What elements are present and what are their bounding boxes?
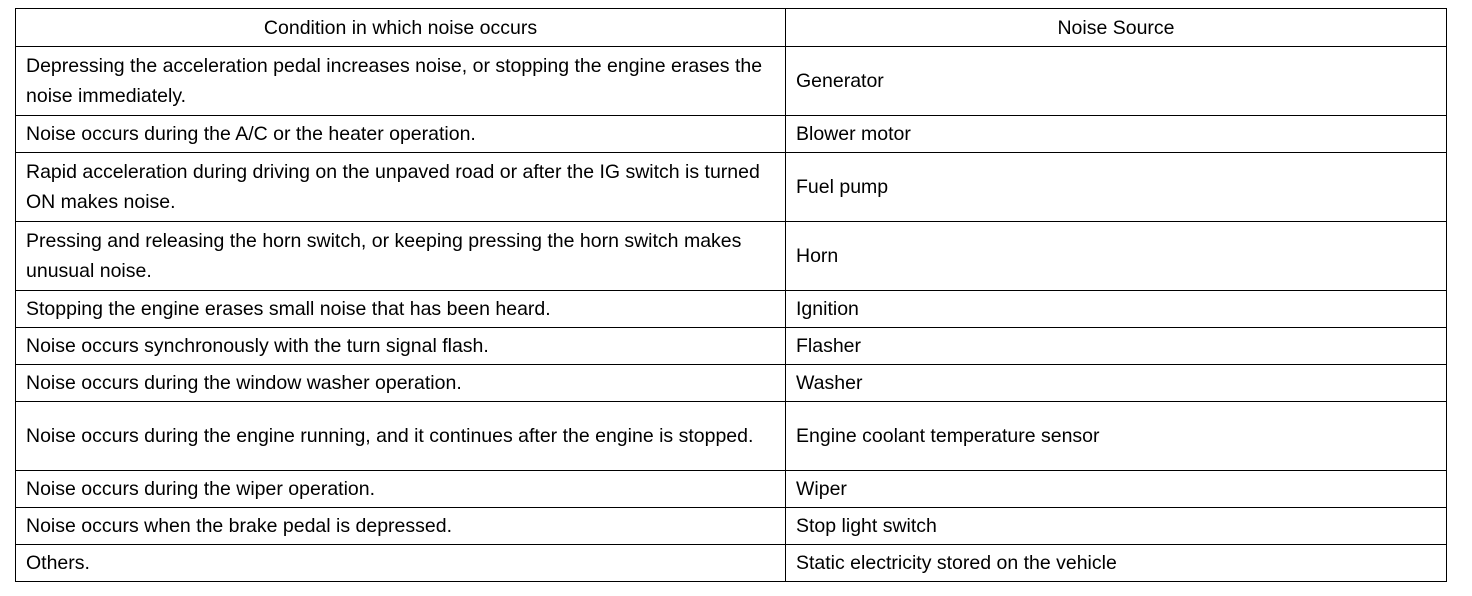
condition-cell: Noise occurs during the engine running, and it continues after the engine is stopped.: [16, 402, 786, 471]
noise-source-cell: Flasher: [786, 328, 1447, 365]
condition-cell: Noise occurs when the brake pedal is depressed.: [16, 508, 786, 545]
noise-source-cell: Ignition: [786, 291, 1447, 328]
noise-source-cell: Engine coolant temperature sensor: [786, 402, 1447, 471]
condition-cell: Rapid acceleration during driving on the unpaved road or after the IG switch is turned ON makes noise.: [16, 153, 786, 222]
table-row: [16, 471, 1447, 508]
condition-cell: Noise occurs synchronously with the turn signal flash.: [16, 328, 786, 365]
noise-source-table: [15, 8, 1447, 582]
table-row: [16, 116, 1447, 153]
condition-cell: Others.: [16, 545, 786, 582]
table-row: [16, 402, 1447, 471]
condition-cell: Noise occurs during the wiper operation.: [16, 471, 786, 508]
condition-cell: Noise occurs during the A/C or the heater operation.: [16, 116, 786, 153]
noise-source-cell: Generator: [786, 47, 1447, 116]
table-row: [16, 545, 1447, 582]
noise-source-cell: Horn: [786, 222, 1447, 291]
header-condition: Condition in which noise occurs: [16, 9, 786, 47]
table-row: [16, 328, 1447, 365]
table-header-row: [16, 9, 1447, 47]
condition-cell: Pressing and releasing the horn switch, or keeping pressing the horn switch makes unusual noise.: [16, 222, 786, 291]
condition-cell: Noise occurs during the window washer operation.: [16, 365, 786, 402]
table-row: [16, 365, 1447, 402]
noise-source-cell: Washer: [786, 365, 1447, 402]
condition-cell: Stopping the engine erases small noise that has been heard.: [16, 291, 786, 328]
table-row: [16, 47, 1447, 116]
table-row: [16, 222, 1447, 291]
table-row: [16, 508, 1447, 545]
noise-source-cell: Static electricity stored on the vehicle: [786, 545, 1447, 582]
noise-source-cell: Blower motor: [786, 116, 1447, 153]
noise-source-cell: Fuel pump: [786, 153, 1447, 222]
noise-source-cell: Stop light switch: [786, 508, 1447, 545]
table-row: [16, 153, 1447, 222]
condition-cell: Depressing the acceleration pedal increases noise, or stopping the engine erases the noise immediately.: [16, 47, 786, 116]
noise-source-cell: Wiper: [786, 471, 1447, 508]
header-noise-source: Noise Source: [786, 9, 1447, 47]
table-row: [16, 291, 1447, 328]
